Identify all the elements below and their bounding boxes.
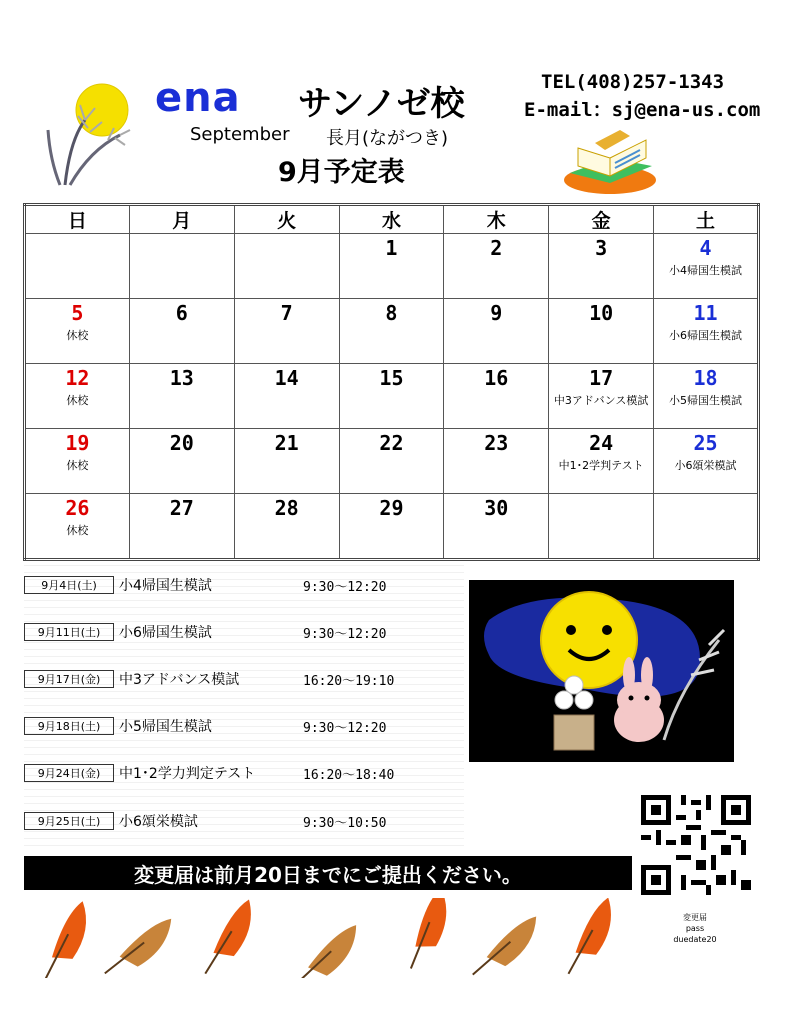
event-time: 9:30～12:20 — [303, 720, 387, 736]
calendar-day-cell — [549, 494, 654, 560]
autumn-leaf-icon — [393, 898, 460, 969]
calendar-day-cell — [444, 494, 549, 560]
calendar-day-cell — [129, 234, 234, 299]
event-row — [24, 810, 387, 832]
calendar-week-row — [25, 494, 759, 560]
event-date: 9月4日(土) — [24, 576, 114, 594]
autumn-leaf-icon — [559, 898, 619, 974]
day-number: 25 — [693, 431, 718, 455]
autumn-leaf-icon — [473, 906, 537, 978]
day-number: 22 — [379, 431, 404, 455]
weekday-mon: 月 — [129, 205, 234, 234]
calendar-day-cell — [25, 364, 130, 429]
day-note: 休校 — [66, 459, 89, 472]
weekday-wed: 水 — [339, 205, 444, 234]
calendar-day-cell — [234, 429, 339, 494]
day-number: 5 — [71, 301, 84, 325]
calendar-day-cell — [129, 429, 234, 494]
event-time: 9:30～12:20 — [303, 579, 387, 595]
day-number: 16 — [484, 366, 509, 390]
calendar-day-cell — [129, 364, 234, 429]
day-number: 4 — [699, 236, 712, 260]
autumn-leaf-icon — [33, 901, 95, 978]
calendar-day-cell — [129, 494, 234, 560]
day-note: 小6頌栄模試 — [674, 459, 737, 472]
day-number: 18 — [693, 366, 718, 390]
day-number: 15 — [379, 366, 404, 390]
autumn-leaf-icon — [199, 899, 256, 973]
day-number: 1 — [385, 236, 398, 260]
event-name: 小6帰国生模試 — [119, 625, 212, 641]
autumn-leaf-icon — [105, 906, 172, 978]
calendar-week-row — [25, 299, 759, 364]
day-number: 26 — [65, 496, 90, 520]
event-name: 小4帰国生模試 — [119, 578, 212, 594]
month-english: September — [190, 124, 290, 145]
event-row — [24, 715, 387, 737]
calendar-day-cell — [234, 494, 339, 560]
event-name: 小6頌栄模試 — [119, 814, 198, 830]
event-list-background — [24, 562, 464, 852]
calendar-week-row — [25, 429, 759, 494]
day-note: 小6帰国生模試 — [669, 329, 743, 342]
day-number: 7 — [280, 301, 293, 325]
event-time: 9:30～12:20 — [303, 626, 387, 642]
event-name: 中1･2学力判定テスト — [119, 766, 256, 782]
event-time: 16:20～19:10 — [303, 673, 395, 689]
weekday-sun: 日 — [25, 205, 130, 234]
calendar-day-cell — [549, 429, 654, 494]
calendar-day-cell — [654, 364, 759, 429]
day-number: 17 — [589, 366, 614, 390]
calendar-day-cell — [339, 494, 444, 560]
day-number: 14 — [274, 366, 299, 390]
event-row — [24, 621, 387, 643]
day-number: 8 — [385, 301, 398, 325]
day-note: 小5帰国生模試 — [669, 394, 743, 407]
calendar-day-cell — [549, 299, 654, 364]
day-number: 19 — [65, 431, 90, 455]
day-number: 10 — [589, 301, 614, 325]
calendar-day-cell — [339, 234, 444, 299]
calendar-day-cell — [25, 494, 130, 560]
event-date: 9月17日(金) — [24, 670, 114, 688]
day-number: 13 — [169, 366, 194, 390]
event-time: 16:20～18:40 — [303, 767, 395, 783]
day-number: 30 — [484, 496, 509, 520]
calendar-day-cell — [129, 299, 234, 364]
day-number: 21 — [274, 431, 299, 455]
day-number: 29 — [379, 496, 404, 520]
calendar-week-row — [25, 234, 759, 299]
event-date: 9月18日(土) — [24, 717, 114, 735]
day-note: 休校 — [66, 524, 89, 537]
calendar-day-cell — [234, 234, 339, 299]
event-row — [24, 668, 395, 690]
calendar-day-cell — [234, 364, 339, 429]
ena-logo: ena — [155, 75, 241, 121]
school-name: サンノゼ校 — [298, 84, 465, 124]
weekday-sat: 土 — [654, 205, 759, 234]
event-name: 小5帰国生模試 — [119, 719, 212, 735]
weekday-thu: 木 — [444, 205, 549, 234]
qr-caption-line3: duedate20 — [673, 935, 717, 944]
event-date: 9月24日(金) — [24, 764, 114, 782]
qr-code-icon[interactable] — [641, 795, 751, 895]
calendar-day-cell — [549, 234, 654, 299]
weekday-fri: 金 — [549, 205, 654, 234]
phone-number: TEL(408)257-1343 — [541, 71, 725, 93]
calendar-day-cell — [654, 234, 759, 299]
calendar-table — [23, 203, 760, 561]
calendar-day-cell — [654, 494, 759, 560]
day-number: 24 — [589, 431, 614, 455]
calendar-day-cell — [444, 234, 549, 299]
event-row — [24, 762, 395, 784]
qr-caption-line2: pass — [685, 924, 705, 933]
day-note: 休校 — [66, 329, 89, 342]
day-number: 11 — [693, 301, 718, 325]
day-number: 12 — [65, 366, 90, 390]
autumn-leaf-icon — [295, 916, 357, 978]
day-number: 20 — [169, 431, 194, 455]
book-icon — [560, 118, 660, 198]
day-note: 小4帰国生模試 — [669, 264, 743, 277]
calendar-day-cell — [25, 234, 130, 299]
autumn-leaves-row — [25, 898, 625, 978]
calendar-day-cell — [339, 299, 444, 364]
calendar-day-cell — [339, 364, 444, 429]
calendar-day-cell — [654, 299, 759, 364]
calendar-day-cell — [25, 299, 130, 364]
page-title: 9月予定表 — [278, 157, 405, 188]
day-note: 中1･2学判テスト — [558, 459, 644, 472]
event-date: 9月11日(土) — [24, 623, 114, 641]
day-number: 23 — [484, 431, 509, 455]
susuki-moon-icon — [40, 80, 135, 190]
event-date: 9月25日(土) — [24, 812, 114, 830]
deadline-banner: 変更届は前月20日までにご提出ください。 — [24, 856, 632, 890]
weekday-header-row — [25, 205, 759, 234]
calendar-day-cell — [654, 429, 759, 494]
calendar-day-cell — [25, 429, 130, 494]
moon-rabbit-illustration — [469, 580, 734, 762]
calendar-day-cell — [444, 299, 549, 364]
calendar-day-cell — [234, 299, 339, 364]
calendar-week-row — [25, 364, 759, 429]
day-note: 休校 — [66, 394, 89, 407]
qr-caption — [665, 912, 725, 945]
calendar-day-cell — [444, 364, 549, 429]
day-note: 中3アドバンス模試 — [553, 394, 649, 407]
calendar-day-cell — [339, 429, 444, 494]
email-address: E-mail：sj@ena-us.com — [524, 99, 761, 121]
event-time: 9:30～10:50 — [303, 815, 387, 831]
month-japanese: 長月(ながつき) — [326, 128, 449, 149]
calendar-day-cell — [444, 429, 549, 494]
day-number: 9 — [490, 301, 503, 325]
qr-caption-line1: 変更届 — [683, 913, 707, 922]
day-number: 2 — [490, 236, 503, 260]
day-number: 28 — [274, 496, 299, 520]
event-name: 中3アドバンス模試 — [119, 672, 240, 688]
event-row — [24, 574, 387, 596]
day-number: 3 — [595, 236, 608, 260]
day-number: 27 — [169, 496, 194, 520]
day-number: 6 — [175, 301, 188, 325]
weekday-tue: 火 — [234, 205, 339, 234]
calendar-day-cell — [549, 364, 654, 429]
